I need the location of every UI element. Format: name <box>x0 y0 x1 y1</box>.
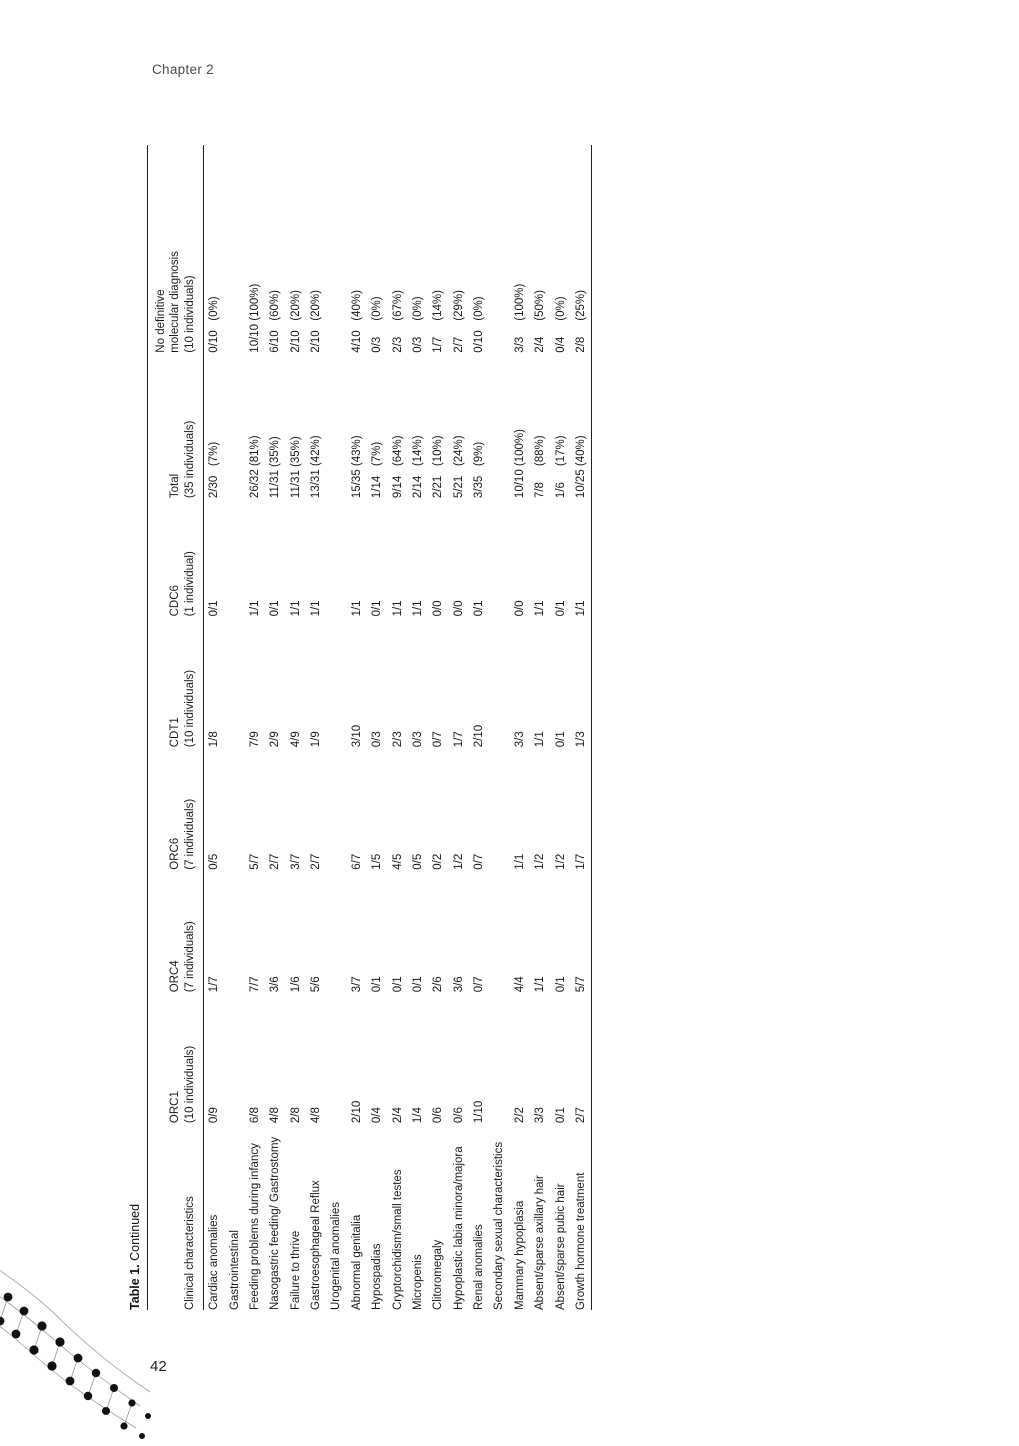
cell-value: 1/2 <box>554 853 567 870</box>
cell-value: 11/31 (35%) <box>289 436 302 499</box>
cell-value: 26/32 (81%) <box>248 435 261 499</box>
cell-value: 4/9 <box>289 731 302 748</box>
cell-value: 0/1 <box>554 600 567 617</box>
cell-value: 0/1 <box>411 976 424 993</box>
cell-value: 2/14 (14%) <box>411 435 424 499</box>
row-label: Hypoplastic labia minora/majora <box>452 1146 465 1310</box>
cell-value: 2/30 (7%) <box>208 441 221 499</box>
cell-value: 9/14 (64%) <box>391 435 404 499</box>
cell-value <box>326 145 346 353</box>
row-label: Hypospadias <box>371 1243 384 1310</box>
cell-value: 1/7 <box>452 731 465 748</box>
cell-value: 1/8 <box>208 731 221 748</box>
cell-value: 4/8 <box>310 1107 322 1124</box>
table-block <box>128 130 592 1310</box>
cell-value: 10/25 (40%) <box>574 435 587 499</box>
cell-value: 1/1 <box>310 600 322 617</box>
cell-value: 0/10 (0%) <box>208 296 221 353</box>
cell-value: 1/7 <box>208 976 221 993</box>
cell-value: 3/10 <box>350 724 363 748</box>
cell-value: 2/8 (25%) <box>574 290 587 353</box>
cell-value <box>489 870 509 993</box>
cell-value: 6/10 (60%) <box>269 290 282 353</box>
cell-value: 2/7 (29%) <box>452 290 465 353</box>
cell-value: 0/1 <box>554 731 567 748</box>
row-label: Renal anomalies <box>473 1224 485 1310</box>
chapter-label: Chapter 2 <box>152 62 214 77</box>
cell-value: 10/10 (100%) <box>513 429 526 499</box>
row-label: Feeding problems during infancy <box>248 1143 261 1310</box>
table-row <box>245 145 265 1310</box>
bottom-rule <box>592 145 593 1310</box>
cell-value: 2/10 <box>350 1100 363 1124</box>
table-row <box>408 145 428 1310</box>
cell-value: 7/7 <box>248 976 261 993</box>
cell-value <box>225 145 245 353</box>
cell-value: 0/1 <box>391 976 404 993</box>
column-header-total: Total (35 individuals) <box>148 353 204 498</box>
cell-value: 6/8 <box>248 1107 261 1124</box>
cell-value: 0/6 <box>432 1107 445 1124</box>
cell-value: 1/2 <box>452 853 465 870</box>
cell-value: 0/1 <box>554 1107 567 1124</box>
cell-value: 1/1 <box>513 853 526 870</box>
cell-value: 11/31 (35%) <box>269 436 282 499</box>
cell-value: 0/4 <box>371 1107 384 1124</box>
column-header-cdc6: CDC6 (1 individual) <box>148 498 204 616</box>
cell-value: 4/5 <box>391 853 404 870</box>
cell-value: 0/1 <box>371 600 384 617</box>
cell-value: 7/8 (88%) <box>534 435 547 499</box>
table-header <box>148 145 204 1310</box>
column-header-orc6: ORC6 (7 individuals) <box>148 747 204 870</box>
cell-value <box>489 616 509 747</box>
row-label: Clitoromegaly <box>432 1239 445 1310</box>
table-caption-text: Continued <box>128 1203 142 1265</box>
cell-value: 3/3 (100%) <box>513 283 526 353</box>
cell-value <box>489 747 509 870</box>
cell-value: 1/1 <box>534 731 547 748</box>
cell-value <box>225 498 245 616</box>
cell-value <box>326 498 346 616</box>
table-row <box>326 145 346 1310</box>
cell-value: 1/1 <box>350 600 363 617</box>
row-label: Mammary hypoplasia <box>513 1200 526 1310</box>
table-row <box>367 145 387 1310</box>
table-row <box>551 145 571 1310</box>
cell-value: 0/7 <box>473 853 485 870</box>
cell-value: 1/4 <box>411 1107 424 1124</box>
cell-value: 2/7 <box>310 853 322 870</box>
cell-value: 0/5 <box>411 853 424 870</box>
cell-value: 1/3 <box>574 731 587 748</box>
cell-value: 0/0 <box>432 600 445 617</box>
cell-value: 1/10 <box>473 1100 485 1124</box>
cell-value: 1/1 <box>289 600 302 617</box>
cell-value: 5/7 <box>248 853 261 870</box>
cell-value: 2/4 <box>391 1107 404 1124</box>
table-row <box>204 145 225 1310</box>
cell-value <box>225 870 245 993</box>
cell-value <box>225 992 245 1123</box>
cell-value: 2/7 <box>574 1107 587 1124</box>
cell-value: 0/1 <box>208 600 221 617</box>
cell-value: 0/5 <box>208 853 221 870</box>
cell-value: 15/35 (43%) <box>350 435 363 499</box>
row-label: Abnormal genitalia <box>350 1214 363 1310</box>
table-row <box>489 145 509 1310</box>
page-number: 42 <box>150 1358 167 1375</box>
table-row <box>571 145 592 1310</box>
table-row <box>510 145 530 1310</box>
table-row <box>469 145 489 1310</box>
cell-value: 1/6 <box>289 976 302 993</box>
row-label: Micropenis <box>411 1254 424 1310</box>
cell-value: 1/1 <box>411 600 424 617</box>
row-label: Growth hormone treatment <box>574 1172 587 1310</box>
cell-value: 5/21 (24%) <box>452 435 465 499</box>
cell-value <box>326 616 346 747</box>
cell-value: 2/7 <box>269 853 282 870</box>
table-row <box>530 145 550 1310</box>
cell-value <box>489 145 509 353</box>
cell-value: 1/5 <box>371 853 384 870</box>
cell-value: 0/1 <box>371 976 384 993</box>
cell-value: 3/6 <box>269 976 282 993</box>
cell-value <box>225 353 245 498</box>
table-row <box>347 145 367 1310</box>
cell-value: 2/3 (67%) <box>391 290 404 353</box>
column-header-cdt1: CDT1 (10 individuals) <box>148 616 204 747</box>
cell-value: 0/10 (0%) <box>473 296 485 353</box>
cell-value: 0/0 <box>513 600 526 617</box>
table-footer-rule <box>592 145 593 1310</box>
cell-value: 0/7 <box>432 731 445 748</box>
cell-value: 3/7 <box>350 976 363 993</box>
row-group-label: Secondary sexual characteristics <box>493 1141 506 1310</box>
row-label: Cryptorchidism/small testes <box>391 1169 404 1310</box>
row-label: Absent/sparse axillary hair <box>534 1175 547 1310</box>
cell-value: 5/6 <box>310 976 322 993</box>
cell-value <box>489 353 509 498</box>
column-header-no-definitive-molecular-diagnosis: No definitive molecular diagnosis (10 individuals) <box>148 145 204 353</box>
cell-value: 6/7 <box>350 853 363 870</box>
cell-value: 0/0 <box>452 600 465 617</box>
cell-value: 0/3 (0%) <box>371 296 384 353</box>
cell-value: 5/7 <box>574 976 587 993</box>
table-row <box>306 145 326 1310</box>
table-row <box>286 145 306 1310</box>
cell-value: 3/3 <box>513 731 526 748</box>
cell-value: 1/6 (17%) <box>554 435 567 499</box>
column-header-orc4: ORC4 (7 individuals) <box>148 870 204 993</box>
cell-value: 0/4 (0%) <box>554 296 567 353</box>
cell-value: 2/6 <box>432 976 445 993</box>
cell-value: 0/3 <box>371 731 384 748</box>
cell-value: 3/7 <box>289 853 302 870</box>
table-row <box>449 145 469 1310</box>
cell-value: 3/35 (9%) <box>473 441 485 499</box>
cell-value: 4/4 <box>513 976 526 993</box>
cell-value: 0/6 <box>452 1107 465 1124</box>
cell-value: 0/1 <box>554 976 567 993</box>
cell-value: 4/10 (40%) <box>350 290 363 353</box>
cell-value: 0/1 <box>473 600 485 617</box>
row-label: Failure to thrive <box>289 1230 302 1310</box>
cell-value <box>489 498 509 616</box>
cell-value <box>326 353 346 498</box>
cell-value: 3/6 <box>452 976 465 993</box>
cell-value: 2/10 (20%) <box>289 290 302 353</box>
cell-value: 2/9 <box>269 731 282 748</box>
cell-value: 2/10 <box>473 724 485 748</box>
column-header-clinical-characteristics: Clinical characteristics <box>148 1123 204 1310</box>
cell-value: 1/1 <box>391 600 404 617</box>
cell-value: 13/31 (42%) <box>310 435 322 499</box>
column-header-orc1: ORC1 (10 individuals) <box>148 992 204 1123</box>
cell-value: 0/3 <box>411 731 424 748</box>
cell-value: 2/2 <box>513 1107 526 1124</box>
cell-value: 1/1 <box>534 976 547 993</box>
cell-value: 10/10 (100%) <box>248 283 261 353</box>
cell-value: 0/9 <box>208 1107 221 1124</box>
clinical-characteristics-table <box>147 145 592 1310</box>
cell-value: 1/7 (14%) <box>432 290 445 353</box>
row-group-label: Urogenital anomalies <box>330 1201 343 1310</box>
row-group-label: Cardiac anomalies <box>208 1214 221 1310</box>
cell-value: 0/1 <box>269 600 282 617</box>
table-caption-label: Table 1. <box>128 1264 142 1310</box>
cell-value <box>326 870 346 993</box>
cell-value: 1/7 <box>574 853 587 870</box>
table-row <box>428 145 448 1310</box>
cell-value: 2/3 <box>391 731 404 748</box>
cell-value: 0/3 (0%) <box>411 296 424 353</box>
header-row <box>148 145 204 1310</box>
table-row <box>388 145 408 1310</box>
cell-value <box>326 992 346 1123</box>
cell-value: 1/14 (7%) <box>371 441 384 499</box>
cell-value: 1/1 <box>248 600 261 617</box>
cell-value <box>225 747 245 870</box>
cell-value: 1/1 <box>534 600 547 617</box>
table-row <box>225 145 245 1310</box>
cell-value: 7/9 <box>248 731 261 748</box>
cell-value <box>489 992 509 1123</box>
cell-value: 2/21 (10%) <box>432 435 445 499</box>
cell-value <box>326 747 346 870</box>
cell-value <box>225 616 245 747</box>
row-label: Gastroesophageal Reflux <box>310 1180 322 1310</box>
table-caption <box>128 130 142 1310</box>
cell-value: 3/3 <box>534 1107 547 1124</box>
table-body <box>204 145 592 1310</box>
cell-value: 2/4 (50%) <box>534 290 547 353</box>
cell-value: 2/8 <box>289 1107 302 1124</box>
cell-value: 1/2 <box>534 853 547 870</box>
cell-value: 0/2 <box>432 853 445 870</box>
table-row <box>265 145 285 1310</box>
cell-value: 1/1 <box>574 600 587 617</box>
row-group-label: Gastrointestinal <box>228 1230 241 1310</box>
cell-value: 2/10 (20%) <box>310 290 322 353</box>
cell-value: 0/7 <box>473 976 485 993</box>
row-label: Nasogastric feeding/ Gastrostomy <box>269 1136 282 1310</box>
cell-value: 1/9 <box>310 731 322 748</box>
row-label: Absent/sparse pubic hair <box>554 1183 567 1310</box>
cell-value: 4/8 <box>269 1107 282 1124</box>
